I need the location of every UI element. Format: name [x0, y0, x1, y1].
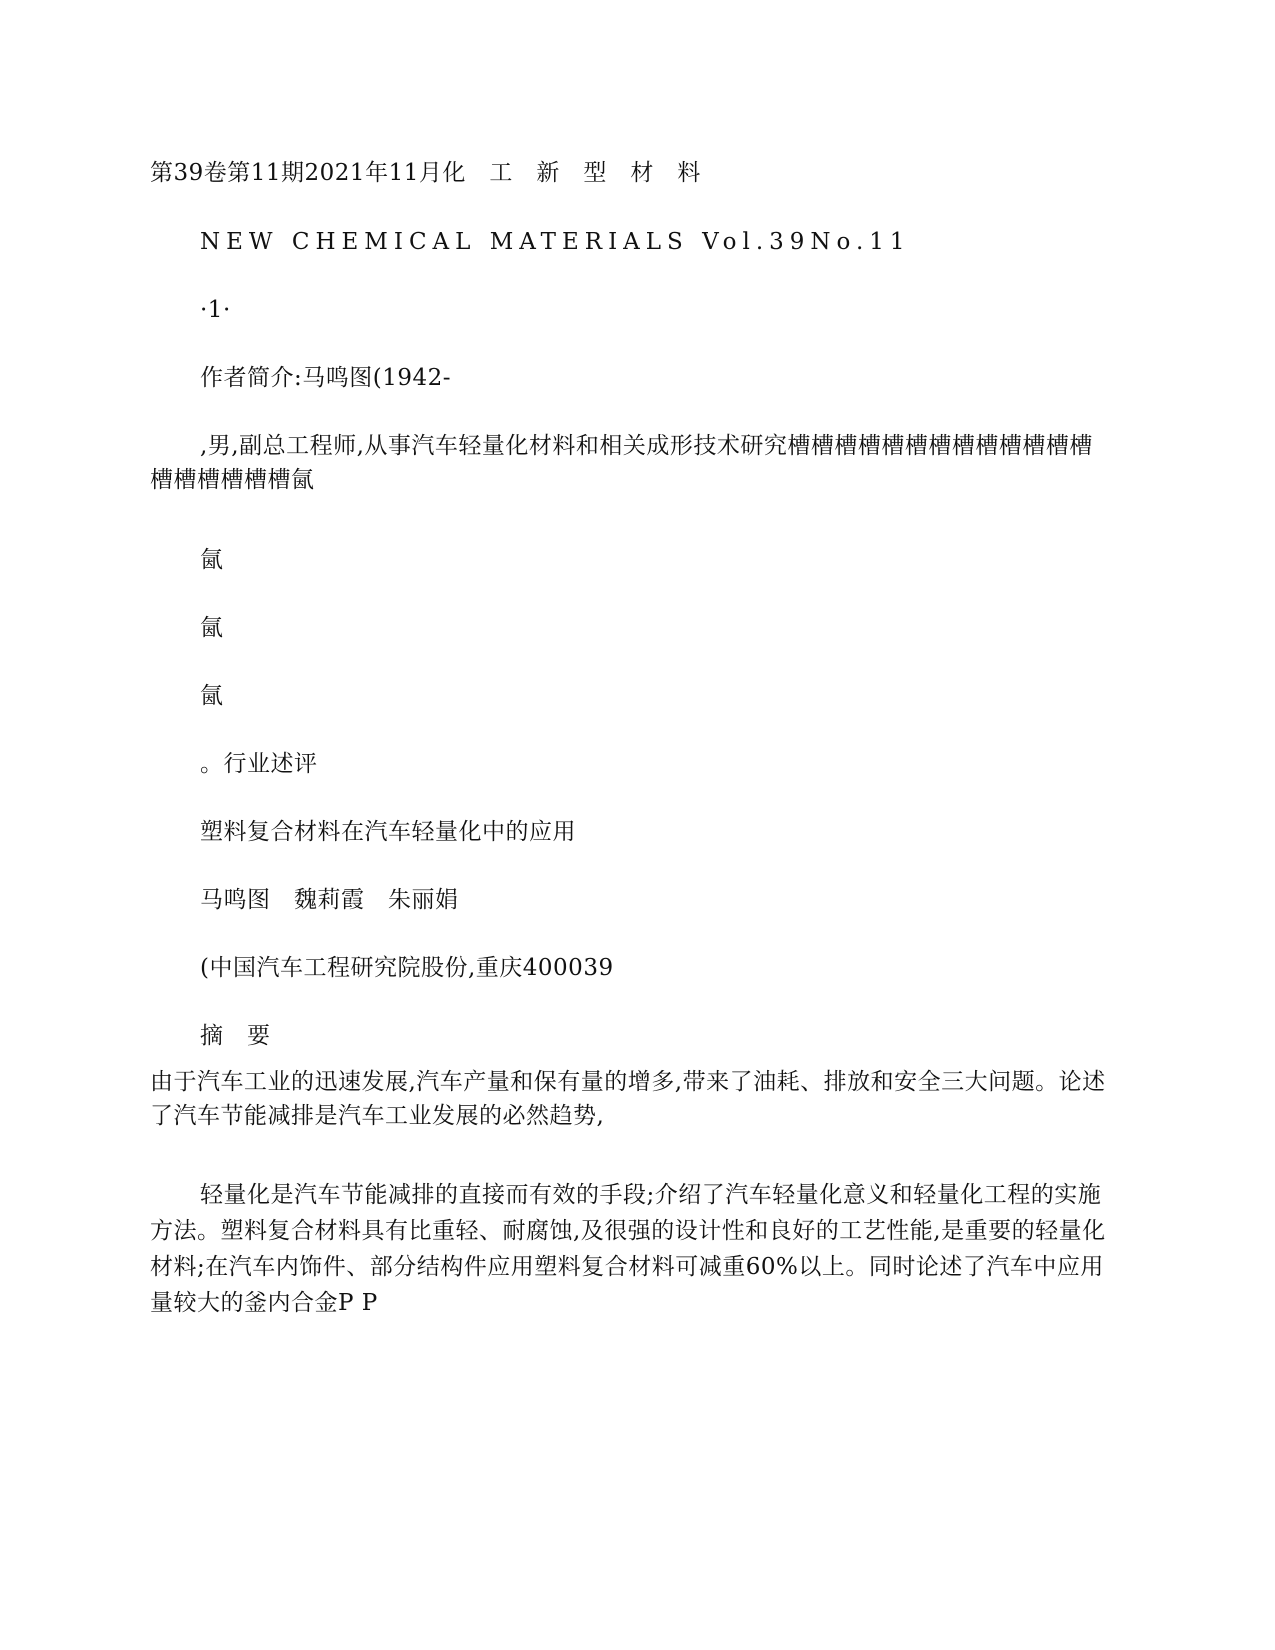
abstract-heading: 摘 要	[200, 1023, 271, 1049]
article-affiliation: (中国汽车工程研究院股份,重庆400039	[200, 955, 614, 981]
author-bio-line2: ,男,副总工程师,从事汽车轻量化材料和相关成形技术研究槽槽槽槽槽槽槽槽槽槽槽槽槽槽槽槽槽槽槽氤	[150, 433, 1093, 493]
page-number-marker: ·1·	[200, 297, 231, 323]
symbol-line-2: 氤	[200, 615, 224, 641]
abstract-paragraph-2: 轻量化是汽车节能减排的直接而有效的手段;介绍了汽车轻量化意义和轻量化工程的实施方法。塑料复合材料具有比重轻、耐腐蚀,及很强的设计性和良好的工艺性能,是重要的轻量化材料;在汽车内饰件、部分结构件应用塑料复合材料可减重60%以上。同时论述了汽车中应用量较大的釜内合金P P	[150, 1182, 1106, 1316]
author-bio-line1: 作者简介:马鸣图(1942-	[200, 365, 452, 391]
article-title: 塑料复合材料在汽车轻量化中的应用	[200, 819, 576, 845]
article-authors: 马鸣图 魏莉霞 朱丽娟	[200, 887, 459, 913]
symbol-line-1: 氤	[200, 547, 224, 573]
section-label: 。行业述评	[200, 751, 318, 777]
symbol-line-3: 氤	[200, 683, 224, 709]
journal-english-title: NEW CHEMICAL MATERIALS Vol.39No.11	[200, 229, 911, 255]
abstract-paragraph-1: 由于汽车工业的迅速发展,汽车产量和保有量的增多,带来了油耗、排放和安全三大问题。论述了汽车节能减排是汽车工业发展的必然趋势,	[150, 1069, 1106, 1129]
journal-header-line: 第39卷第11期2021年11月化 工 新 型 材 料	[150, 160, 701, 186]
